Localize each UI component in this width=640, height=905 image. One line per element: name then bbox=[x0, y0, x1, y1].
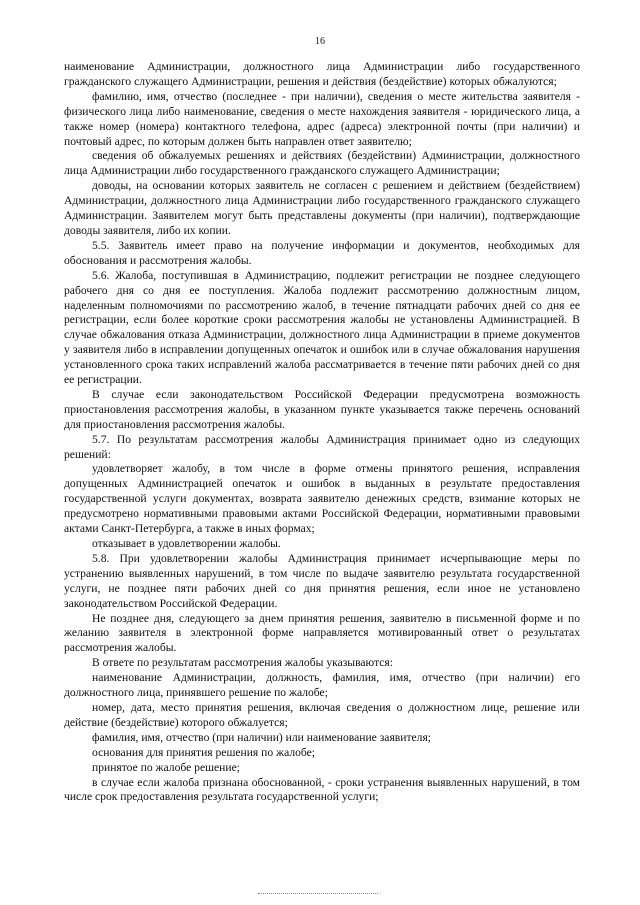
paragraph: принятое по жалобе решение; bbox=[92, 760, 240, 774]
paragraph: 5.6. Жалоба, поступившая в Администрацию, подлежит регистрации не позднее следующего рабочего дня со дня ее поступления. Жалоба подлежит рассмотрению должностным лицом, наделенным полномочиями по рассмотрению жалоб, в течение пятнадцати рабочих дней со дня ее регистрации, если более короткие сроки рассмотрения жалобы не установлены Администрацией. В случае обжалования отказа Администрации, должностного лица Администрации в приеме документов у заявителя либо в исправлении допущенных опечаток и ошибок или в случае обжалования нарушения установленного срока таких исправлений жалоба рассматривается в течение пяти рабочих дней со дня ее регистрации. bbox=[64, 268, 580, 387]
paragraph: В ответе по результатам рассмотрения жалобы указываются: bbox=[92, 656, 393, 670]
paragraph: фамилия, имя, отчество (при наличии) или наименование заявителя; bbox=[92, 730, 432, 744]
paragraph: Не позднее дня, следующего за днем принятия решения, заявителю в письменной форме и по желанию заявителя в электронной форме направляется мотивированный ответ о результатах рассмотрения жалобы. bbox=[64, 611, 580, 655]
paragraph: удовлетворяет жалобу, в том числе в форме отмены принятого решения, исправления допущенных Администрацией опечаток и ошибок в выданных в результате предоставления государственной услуги документах, возврата заявителю денежных средств, взимание которых не предусмотрено нормативными правовыми актами Российской Федерации, нормативными правовыми актами Санкт-Петербурга, а также в иных формах; bbox=[64, 462, 580, 536]
paragraph: 5.5. Заявитель имеет право на получение информации и документов, необходимых для обоснования и рассмотрения жалобы. bbox=[64, 238, 580, 267]
paragraph: 5.7. По результатам рассмотрения жалобы Администрация принимает одно из следующих решений: bbox=[64, 432, 580, 461]
paragraph: 5.8. При удовлетворении жалобы Администрация принимает исчерпывающие меры по устранению выявленных нарушений, в том числе по выдаче заявителю результата государственной услуги, не позднее пяти рабочих дней со дня принятия решения, если иное не установлено законодательством Российской Федерации. bbox=[64, 551, 580, 610]
page-number: 16 bbox=[315, 36, 325, 47]
paragraph: основания для принятия решения по жалобе; bbox=[92, 745, 316, 759]
document-body bbox=[64, 60, 580, 805]
paragraph: В случае если законодательством Российской Федерации предусмотрена возможность приостановления рассмотрения жалобы, в указанном пункте указывается также перечень оснований для приостановления рассмотрения жалобы. bbox=[64, 387, 580, 431]
paragraph: наименование Администрации, должность, фамилия, имя, отчество (при наличии) его должностного лица, принявшего решение по жалобе; bbox=[64, 671, 580, 700]
paragraph: наименование Администрации, должностного лица Администрации либо государственного гражданского служащего Администрации, решения и действия (бездействие) которых обжалуются; bbox=[64, 60, 580, 88]
scan-artifact bbox=[258, 893, 378, 896]
paragraph: в случае если жалоба признана обоснованной, - сроки устранения выявленных нарушений, в том числе срок предоставления результата государственной услуги; bbox=[64, 775, 580, 804]
paragraph: отказывает в удовлетворении жалобы. bbox=[92, 537, 281, 550]
paragraph: фамилию, имя, отчество (последнее - при наличии), сведения о месте жительства заявителя - физического лица либо наименование, сведения о месте нахождения заявителя - юридического лица, а также номер (номера) контактного телефона, адрес (адреса) электронной почты (при наличии) и почтовый адрес, по которым должен быть направлен ответ заявителю; bbox=[64, 89, 580, 148]
paragraph: номер, дата, место принятия решения, включая сведения о должностном лице, решение или действие (бездействие) которого обжалуется; bbox=[64, 700, 580, 729]
paragraph: сведения об обжалуемых решениях и действиях (бездействии) Администрации, должностного лица Администрации либо государственного гражданского служащего Администрации; bbox=[64, 149, 580, 178]
paragraph: доводы, на основании которых заявитель не согласен с решением и действием (бездействием) Администрации, должностного лица Администрации либо государственного гражданского служащего Администрации. Заявителем могут быть представлены документы (при наличии), подтверждающие доводы заявителя, либо их копии. bbox=[64, 179, 580, 237]
